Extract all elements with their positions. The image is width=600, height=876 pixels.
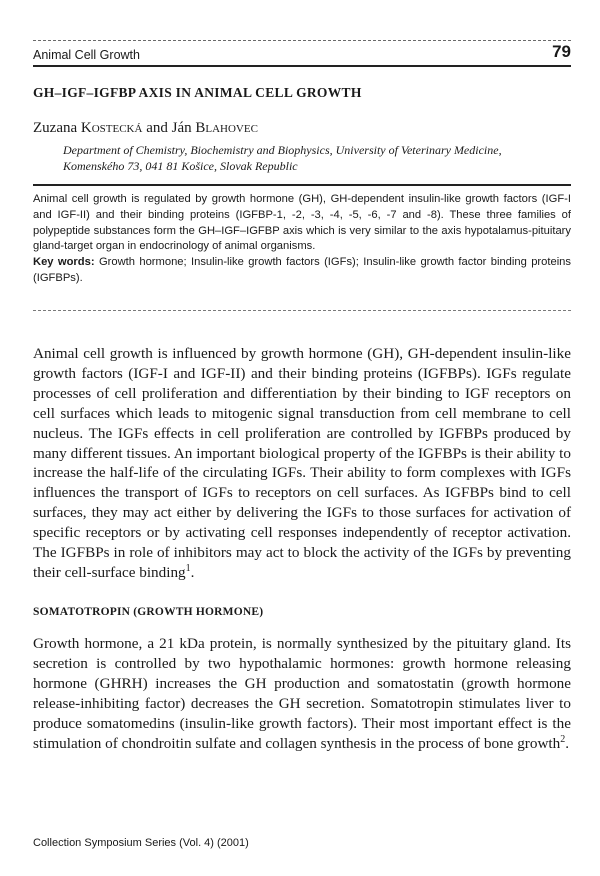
running-head: Animal Cell Growth <box>33 48 140 62</box>
body-paragraph-2-text: Growth hormone, a 21 kDa protein, is normally synthesized by the pituitary gland. Its secretion is controlled by two hypothalamic hormones: growth hormone releasing hormone (GHRH) increases the GH production and somatostatin (growth hormone release-inhibiting factor) decreases the GH secretion. Somatotropin stimulates liver to produce somatomedins (insulin-like growth factors). Their most important effect is the stimulation of chondroitin sulfate and collagen synthesis in the process of bone growth <box>33 635 571 752</box>
body-section-intro <box>33 344 571 583</box>
author-2-given-name: Ján <box>171 120 192 136</box>
abstract-bottom-rule <box>33 310 571 311</box>
article-title: GH–IGF–IGFBP AXIS IN ANIMAL CELL GROWTH <box>33 85 362 100</box>
header-bottom-rule <box>33 65 571 67</box>
body-paragraph-1 <box>33 344 571 583</box>
abstract <box>33 192 571 287</box>
author-1-given-name: Zuzana <box>33 120 78 136</box>
body-paragraph-1-end: . <box>190 563 195 581</box>
section-heading: SOMATOTROPIN (GROWTH HORMONE) <box>33 606 264 618</box>
body-paragraph-2-end: . <box>565 734 570 752</box>
keywords <box>33 255 571 287</box>
reference-mark-1: 1 <box>185 562 191 574</box>
journal-page <box>33 0 571 876</box>
author-2-family-name: Blahovec <box>195 120 258 136</box>
keywords-text: Growth hormone; Insulin-like growth factors (IGFs); Insulin-like growth factor binding proteins (IGFBPs). <box>33 256 571 284</box>
abstract-text: Animal cell growth is regulated by growth hormone (GH), GH-dependent insulin-like growth factors (IGF-I and IGF-II) and their binding proteins (IGFBP-1, -2, -3, -4, -5, -6, -7 and -8). These three families of polypeptide substances form the GH–IGF–IGFBP axis which is very similar to the axis hypotalamus-pituitary gland-target organ in endocrinology of animal organisms. <box>33 193 571 253</box>
reference-mark-2: 2 <box>560 733 566 745</box>
body-section-somatotropin <box>33 634 571 753</box>
body-paragraph-1-text: Animal cell growth is influenced by growth hormone (GH), GH-dependent insulin-like growth factors (IGF-I and IGF-II) and their binding proteins (IGFBPs). IGFs regulate processes of cell proliferation and differentiation by their binding to IGF receptors on cell surfaces which leads to mitogenic signal transduction from cell membrane to cell nucleus. The IGFs effects in cell proliferation are controlled by IGFBPs produced by many different tissues. An important biological property of the IGFBPs is their ability to increase the half-life of the circulating IGFs. Their ability to form complexes with IGFs influences the transport of IGFs to receptors on cell surfaces. As IGFBPs bind to cell surfaces, they may act either by delivering the IGFs to those surfaces for activation of specific receptors or by activating cell responses independently of receptor activation. The IGFBPs in role of inhibitors may act to block the activity of the IGFs by preventing their cell-surface binding <box>33 345 571 581</box>
abstract-top-rule <box>33 184 571 186</box>
author-affiliation: Department of Chemistry, Biochemistry and Biophysics, University of Veterinary Medicine, Komenského 73, 041 81 Košice, Slovak Republic <box>63 143 502 173</box>
header-top-rule <box>33 40 571 41</box>
body-paragraph-2 <box>33 634 571 753</box>
page-header <box>33 40 571 66</box>
keywords-label: Key words: <box>33 256 95 269</box>
author-connector: and <box>146 120 168 136</box>
page-footer: Collection Symposium Series (Vol. 4) (2001) <box>33 837 249 849</box>
author-1-family-name: Kostecká <box>80 120 143 136</box>
author-line <box>33 120 258 137</box>
page-number: 79 <box>552 42 571 61</box>
